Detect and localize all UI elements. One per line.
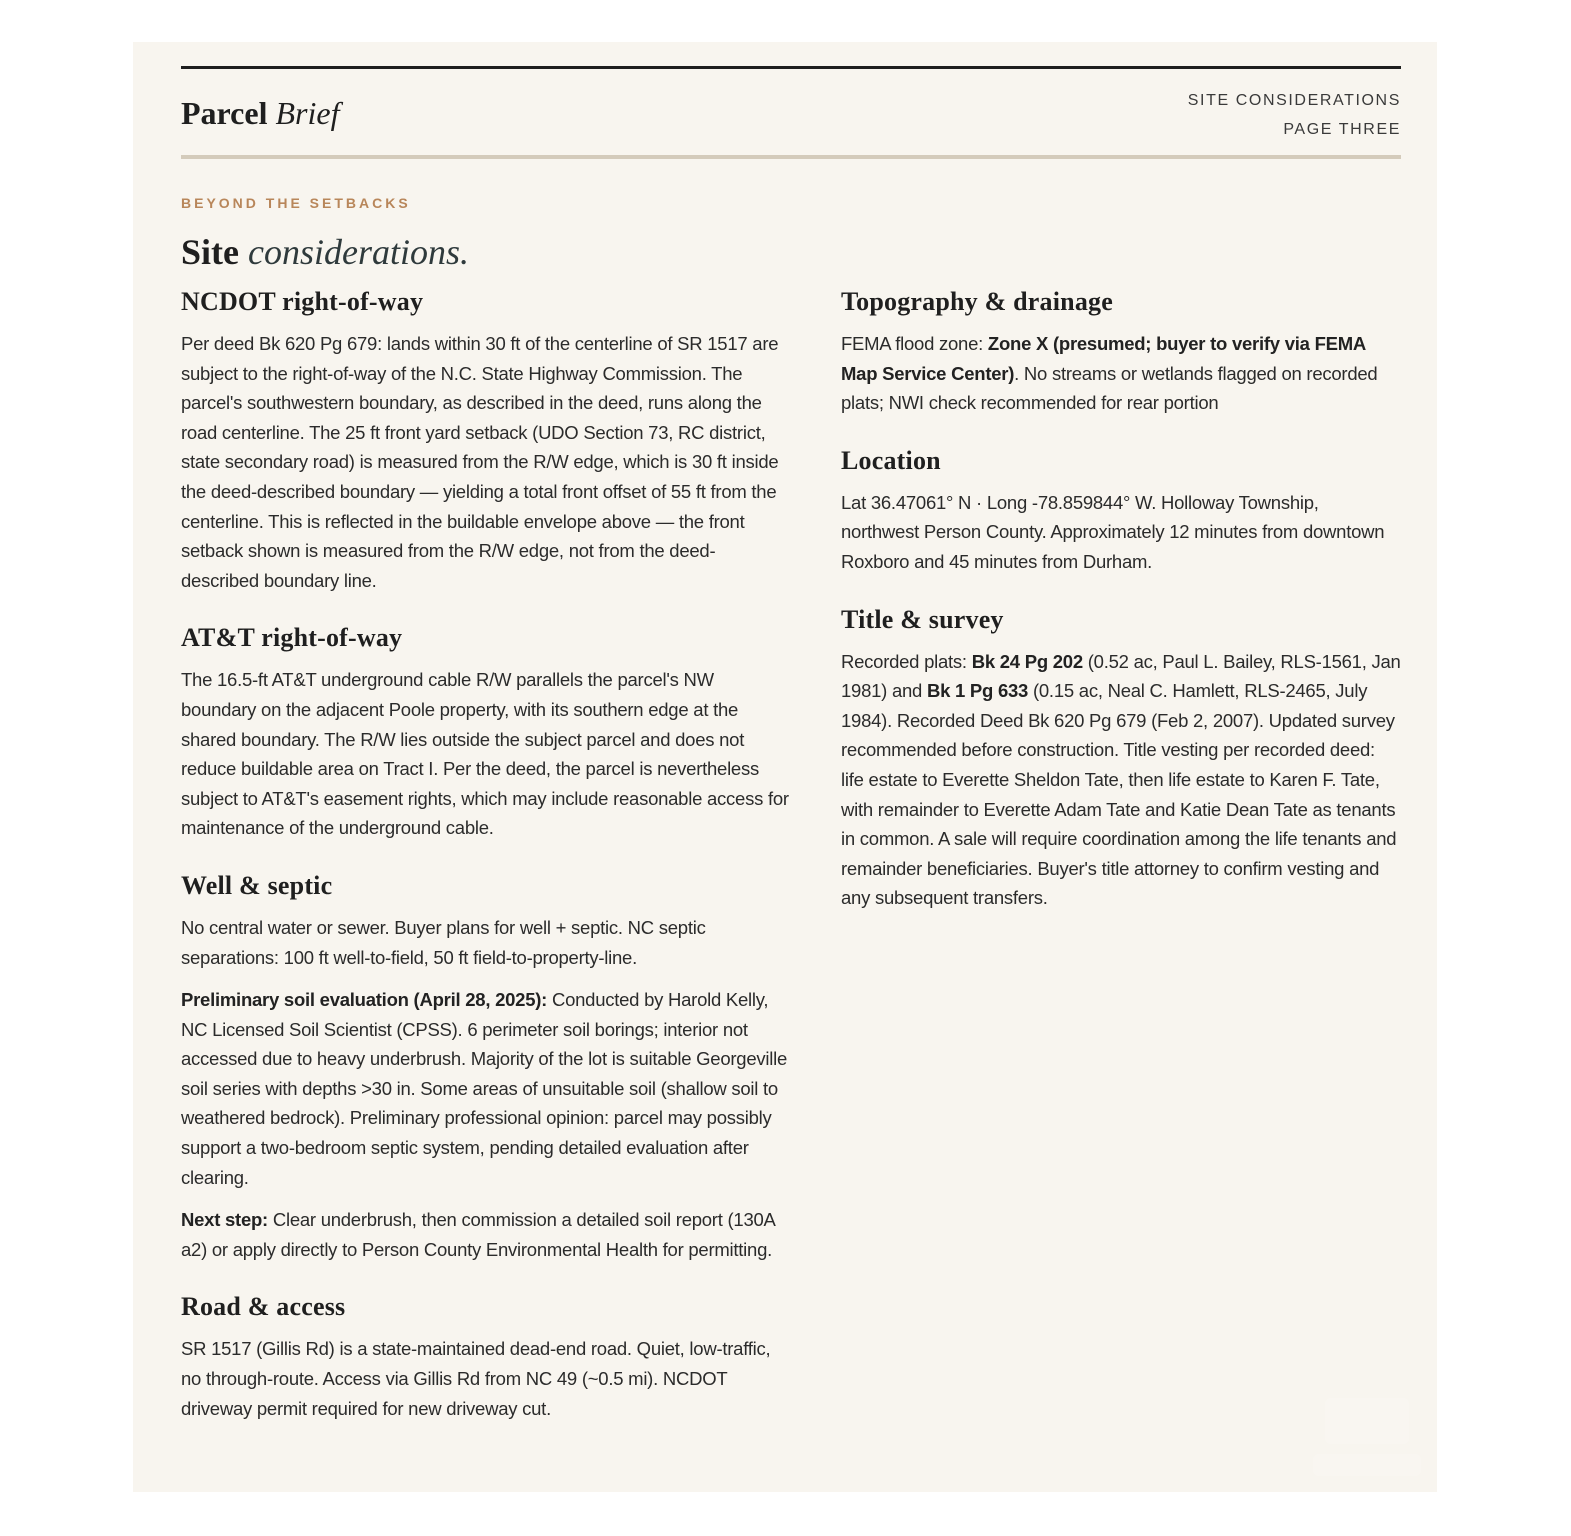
left-column: [181, 287, 793, 1451]
att-heading: AT&T right-of-way: [181, 623, 403, 653]
next-step-body: Clear underbrush, then commission a detailed soil report (130A a2) or apply directly to Person County Environmental Health for permitting.: [181, 1209, 775, 1260]
road-access-body: SR 1517 (Gillis Rd) is a state-maintained dead-end road. Quiet, low-traffic, no through-route. Access via Gillis Rd from NC 49 (~0.5 mi). NCDOT driveway permit required for new driveway cut.: [181, 1338, 771, 1419]
title-survey-pre: Recorded plats:: [841, 650, 972, 672]
page-header: [181, 69, 1401, 155]
section-title: [181, 231, 1401, 273]
header-page-label: PAGE THREE: [1283, 121, 1401, 138]
att-body: The 16.5-ft AT&T underground cable R/W parallels the parcel's NW boundary on the adjacent Poole property, with its southern edge at the shared boundary. The R/W lies outside the subject parcel and does not reduce buildable area on Tract I. Per the deed, the parcel is nevertheless subject to AT&T's easement rights, which may include reasonable access for maintenance of the underground cable.: [181, 669, 789, 839]
title-survey-post: (0.15 ac, Neal C. Hamlett, RLS-2465, July 1984). Recorded Deed Bk 620 Pg 679 (Feb 2, 2007). Updated survey recommended before construction. Title vesting per recorded deed: life estate to Everette Sheldon Tate, then life estate to Karen F. Tate, with remainder to Everette Adam Tate and Katie Dean Tate as tenants in common. A sale will require coordination among the life tenants and remainder beneficiaries. Buyer's title attorney to confirm vesting and any subsequent transfers.: [841, 680, 1397, 909]
header-rule: [181, 155, 1401, 159]
topography-pre: FEMA flood zone:: [841, 333, 988, 354]
ncdot-body: Per deed Bk 620 Pg 679: lands within 30 ft of the centerline of SR 1517 are subject to the right-of-way of the N.C. State Highway Commission. The parcel's southwestern boundary, as described in the deed, runs along the road centerline. The 25 ft front yard setback (UDO Section 73, RC district, state secondary road) is measured from the R/W edge, which is 30 ft inside the deed-described boundary — yielding a total front offset of 55 ft from the centerline. This is reflected in the buildable envelope above — the front setback shown is measured from the R/W edge, not from the deed-described boundary line.: [181, 333, 779, 591]
title-survey-body: [841, 647, 1401, 913]
topography-post: . No streams or wetlands flagged on recorded plats; NWI check recommended for rear portion: [841, 362, 1378, 414]
title-survey-heading: Title & survey: [841, 604, 1004, 634]
location-body: Lat 36.47061° N · Long -78.859844° W. Holloway Township, northwest Person County. Approximately 12 minutes from downtown Roxboro and 45 minutes from Durham.: [841, 491, 1385, 572]
soil-evaluation-body: Conducted by Harold Kelly, NC Licensed Soil Scientist (CPSS). 6 perimeter soil borings; interior not accessed due to heavy underbrush. Majority of the lot is suitable Georgeville soil series with depths >30 in. Some areas of unsuitable soil (shallow soil to weathered bedrock). Preliminary professional opinion: parcel may possibly support a two-bedroom septic system, pending detailed evaluation after clearing.: [181, 989, 787, 1188]
brand-bold: Parcel: [181, 95, 268, 131]
soil-evaluation-label: Preliminary soil evaluation (April 28, 2025):: [181, 989, 548, 1011]
content-columns: [181, 287, 1401, 1451]
flood-zone-value: Zone X (presumed; buyer to verify via FEMA Map Service Center): [841, 333, 1366, 384]
next-step-label: Next step:: [181, 1209, 268, 1231]
brand-italic: Brief: [275, 95, 340, 131]
watermark-icon: [1307, 1388, 1427, 1488]
road-access-heading: Road & access: [181, 1292, 346, 1322]
soil-evaluation-paragraph: [181, 985, 793, 1192]
plat-reference-2: Bk 1 Pg 633: [926, 680, 1029, 702]
right-column: [841, 287, 1401, 1451]
well-septic-heading: Well & septic: [181, 870, 333, 900]
location-section: [841, 446, 1401, 577]
header-section-label: SITE CONSIDERATIONS: [1187, 92, 1401, 109]
section-title-italic: considerations.: [248, 232, 469, 272]
page-content: [181, 66, 1401, 1451]
well-septic-section: [181, 871, 793, 1265]
att-section: [181, 623, 793, 843]
ncdot-section: [181, 287, 793, 595]
header-meta: [1188, 86, 1401, 144]
location-heading: Location: [841, 445, 941, 475]
brand-title: [181, 95, 339, 132]
document-page: [133, 42, 1437, 1492]
well-septic-body: No central water or sewer. Buyer plans for well + septic. NC septic separations: 100 ft well-to-field, 50 ft field-to-property-line.: [181, 916, 706, 968]
road-access-section: [181, 1292, 793, 1423]
section-title-bold: Site: [181, 232, 239, 272]
next-step-paragraph: [181, 1205, 793, 1264]
topography-heading: Topography & drainage: [841, 287, 1113, 316]
topography-section: [841, 287, 1401, 418]
plat-reference-1: Bk 24 Pg 202: [971, 650, 1083, 672]
title-survey-mid: (0.52 ac, Paul L. Bailey, RLS-1561, Jan 1981) and: [841, 650, 1401, 702]
topography-body: [841, 329, 1401, 418]
ncdot-heading: NCDOT right-of-way: [181, 287, 424, 316]
section-eyebrow: BEYOND THE SETBACKS: [181, 195, 411, 211]
title-survey-section: [841, 605, 1401, 913]
